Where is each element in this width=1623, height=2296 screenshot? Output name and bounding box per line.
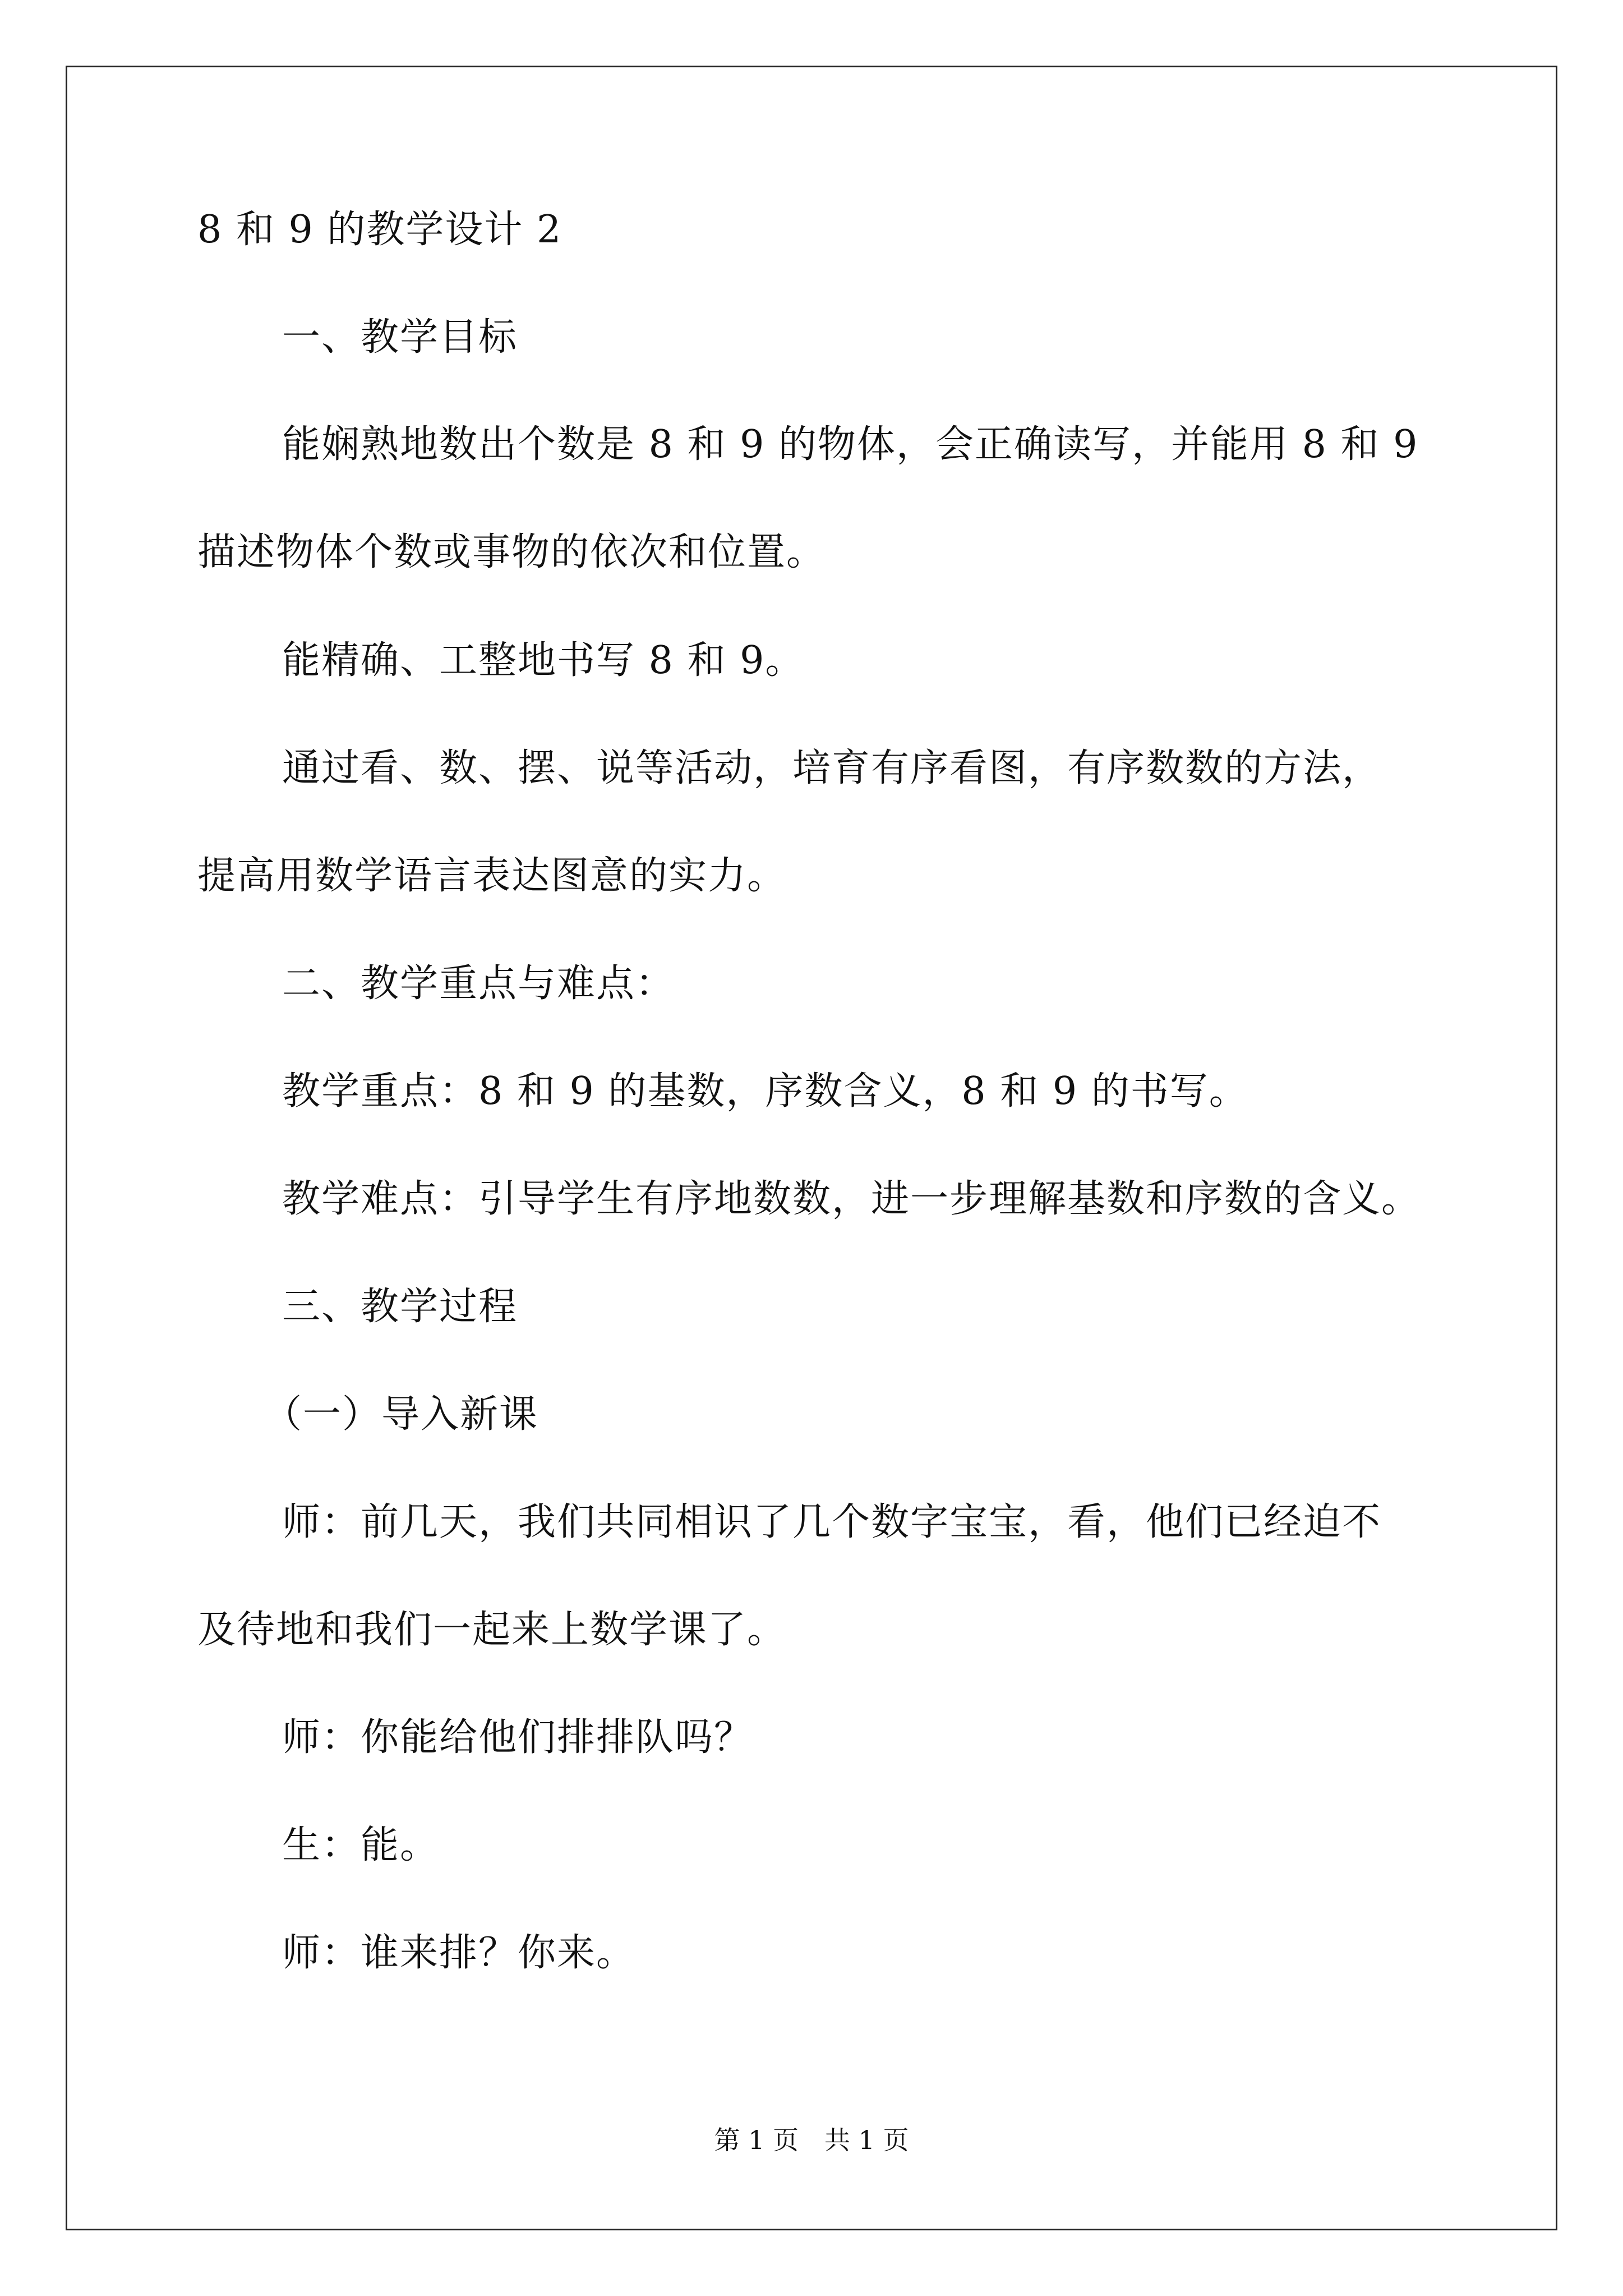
paragraph-line: 教学难点：引导学生有序地数数，进一步理解基数和序数的含义。 xyxy=(282,1177,1421,1221)
section-heading-process: 三、教学过程 xyxy=(282,1285,518,1329)
paragraph-line: 能精确、工整地书写 8 和 9。 xyxy=(282,638,805,683)
page-frame xyxy=(66,66,1557,2230)
paragraph-line: 师：谁来排？你来。 xyxy=(282,1931,636,1975)
paragraph-line: 生：能。 xyxy=(282,1823,440,1867)
page-number: 第 1 页 共 1 页 xyxy=(714,2125,909,2155)
section-heading-key-points: 二、教学重点与难点： xyxy=(282,961,675,1006)
paragraph-line: 描述物体个数或事物的依次和位置。 xyxy=(197,530,826,574)
section-heading-objectives: 一、教学目标 xyxy=(282,315,518,360)
paragraph-line: 师：你能给他们排排队吗？ xyxy=(282,1715,754,1760)
paragraph-line: 通过看、数、摆、说等活动，培育有序看图，有序数数的方法， xyxy=(282,746,1382,790)
paragraph-line: 教学重点：8 和 9 的基数，序数含义，8 和 9 的书写。 xyxy=(282,1069,1248,1114)
paragraph-line: 师：前几天，我们共同相识了几个数字宝宝，看，他们已经迫不 xyxy=(282,1500,1382,1544)
document-title: 8 和 9 的教学设计 2 xyxy=(197,208,562,252)
paragraph-line: 及待地和我们一起来上数学课了。 xyxy=(197,1608,787,1652)
paragraph-line: 提高用数学语言表达图意的实力。 xyxy=(197,854,787,898)
subsection-heading-intro: （一）导入新课 xyxy=(264,1392,539,1437)
paragraph-line: 能娴熟地数出个数是 8 和 9 的物体，会正确读写，并能用 8 和 9 xyxy=(282,422,1419,467)
